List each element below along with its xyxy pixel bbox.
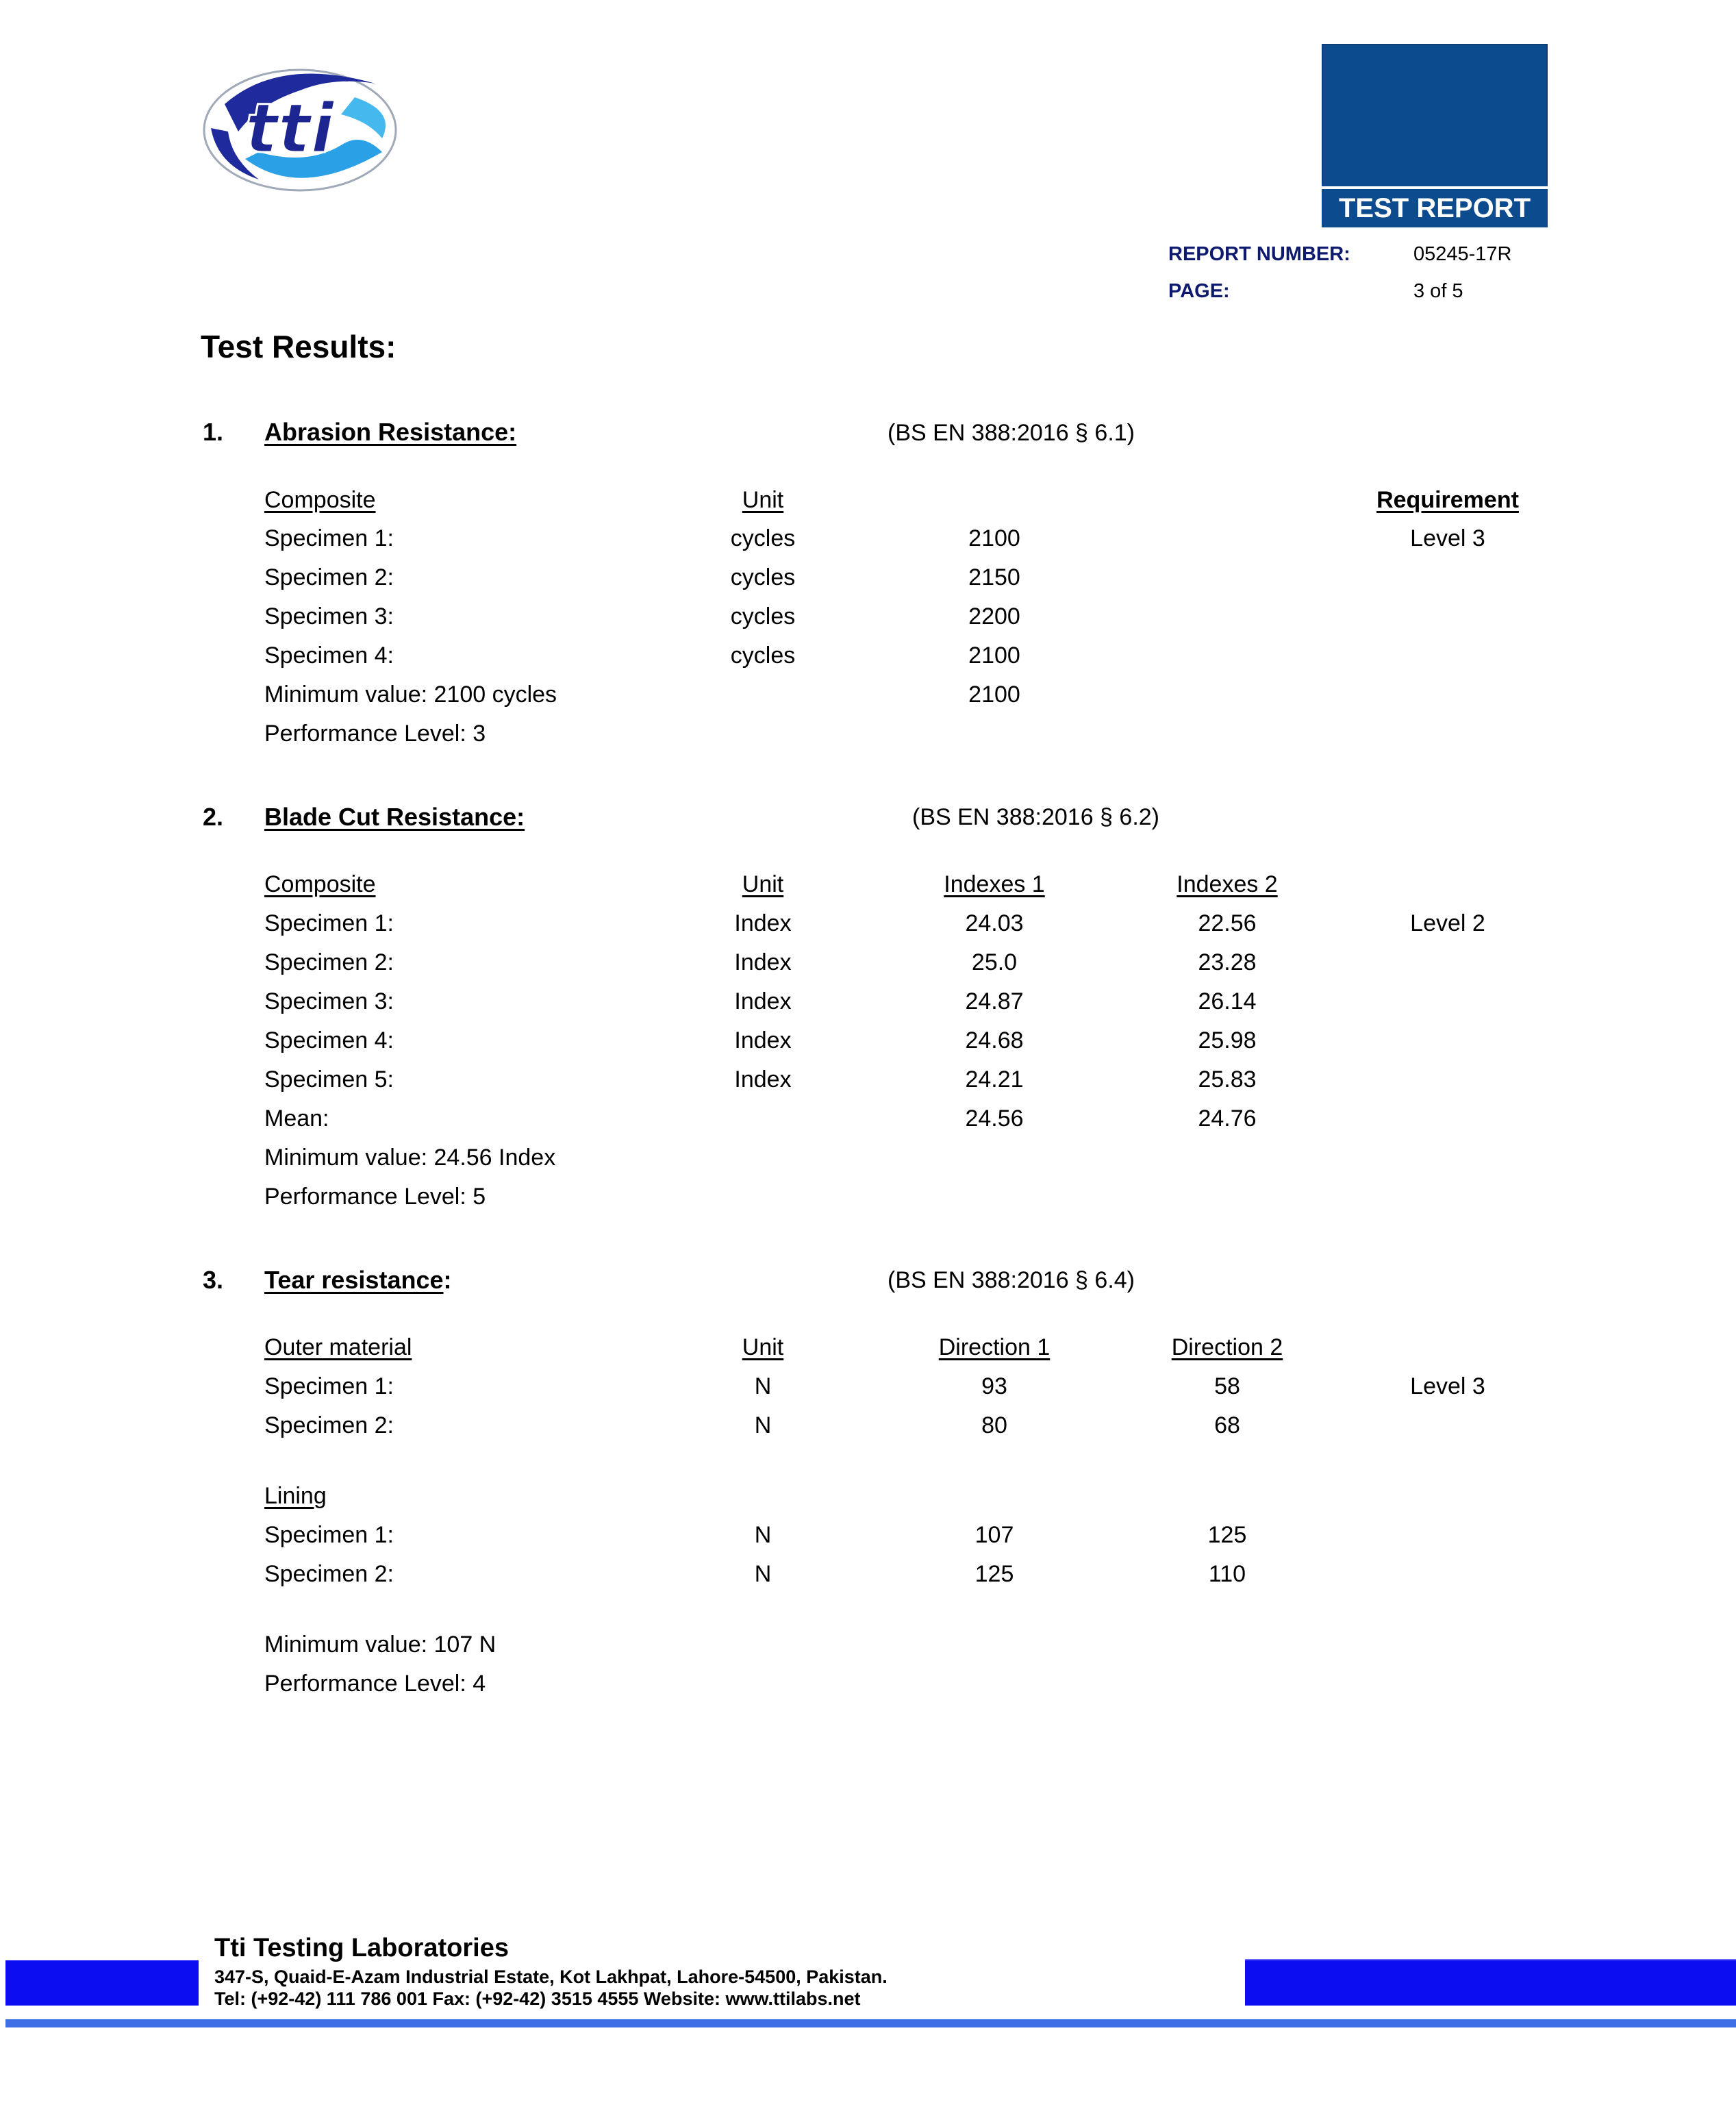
table-cell: cycles bbox=[730, 642, 796, 669]
table-cell: Specimen 3: bbox=[264, 988, 394, 1014]
table-cell: cycles bbox=[730, 603, 796, 629]
requirement-level: Level 3 bbox=[1410, 1373, 1485, 1399]
minimum-value: Minimum value: 24.56 Index bbox=[264, 1145, 556, 1171]
column-header: Direction 1 bbox=[938, 1334, 1051, 1360]
table-cell: 107 bbox=[974, 1522, 1014, 1548]
performance-level: Performance Level: 4 bbox=[264, 1671, 486, 1697]
table-cell: Specimen 2: bbox=[264, 949, 394, 975]
column-header: Composite bbox=[264, 487, 376, 513]
table-cell: 80 bbox=[981, 1412, 1007, 1438]
table-cell: N bbox=[754, 1522, 772, 1548]
table-cell: 58 bbox=[1214, 1373, 1240, 1399]
table-cell: Index bbox=[734, 949, 792, 975]
logo-text: tti bbox=[245, 88, 334, 168]
table-cell: 110 bbox=[1208, 1561, 1246, 1587]
table-cell: cycles bbox=[730, 525, 796, 551]
table-cell: 125 bbox=[1207, 1522, 1247, 1548]
table-cell: 2150 bbox=[968, 564, 1020, 590]
section-number: 3. bbox=[203, 1266, 224, 1294]
table-cell: 93 bbox=[981, 1373, 1007, 1399]
column-header: Requirement bbox=[1376, 487, 1519, 513]
footer-band-right bbox=[1245, 1959, 1736, 2006]
table-cell: Specimen 1: bbox=[264, 1522, 394, 1548]
table-cell: Specimen 1: bbox=[264, 910, 394, 936]
page-label: PAGE: bbox=[1168, 280, 1230, 302]
table-cell: 2100 bbox=[968, 682, 1020, 708]
footer-company: Tti Testing Laboratories bbox=[214, 1934, 510, 1962]
table-cell: 24.87 bbox=[965, 988, 1024, 1014]
report-badge-label: TEST REPORT bbox=[1322, 186, 1548, 227]
report-number-label: REPORT NUMBER: bbox=[1168, 243, 1350, 265]
footer-band-left bbox=[5, 1960, 199, 2006]
table-cell: 24.21 bbox=[965, 1066, 1024, 1093]
page-value: 3 of 5 bbox=[1413, 280, 1463, 302]
footer-band-right-edge bbox=[1245, 1959, 1736, 1960]
column-header: Direction 2 bbox=[1171, 1334, 1283, 1360]
column-header: Unit bbox=[742, 487, 784, 513]
column-header: Outer material bbox=[264, 1334, 412, 1360]
column-header: Indexes 1 bbox=[944, 871, 1045, 897]
section-number: 2. bbox=[203, 803, 224, 831]
table-cell: N bbox=[754, 1561, 772, 1587]
table-cell: Specimen 2: bbox=[264, 564, 394, 590]
table-cell: 2100 bbox=[968, 642, 1020, 669]
table-cell: Specimen 1: bbox=[264, 525, 394, 551]
table-cell: 68 bbox=[1214, 1412, 1240, 1438]
lining-label: Lining bbox=[264, 1483, 327, 1509]
table-cell: Index bbox=[734, 988, 792, 1014]
table-cell: 24.68 bbox=[965, 1027, 1024, 1053]
section-standard: (BS EN 388:2016 § 6.1) bbox=[888, 420, 1135, 446]
mean-label: Mean: bbox=[264, 1106, 329, 1132]
footer-rule bbox=[5, 2019, 1736, 2027]
table-cell: 24.76 bbox=[1198, 1106, 1257, 1132]
table-cell: 26.14 bbox=[1198, 988, 1257, 1014]
table-cell: Specimen 3: bbox=[264, 603, 394, 629]
section-standard: (BS EN 388:2016 § 6.2) bbox=[912, 804, 1160, 830]
table-cell: cycles bbox=[730, 564, 796, 590]
table-cell: 22.56 bbox=[1198, 910, 1257, 936]
table-cell: Specimen 2: bbox=[264, 1561, 394, 1587]
table-cell: Index bbox=[734, 1027, 792, 1053]
section-title: Abrasion Resistance: bbox=[264, 418, 517, 446]
table-cell: 25.0 bbox=[971, 949, 1018, 975]
table-cell: 25.83 bbox=[1198, 1066, 1257, 1093]
requirement-level: Level 2 bbox=[1410, 910, 1485, 936]
table-cell: Index bbox=[734, 910, 792, 936]
report-number-value: 05245-17R bbox=[1413, 243, 1512, 265]
table-cell: 125 bbox=[974, 1561, 1014, 1587]
section-number: 1. bbox=[203, 418, 224, 446]
performance-level: Performance Level: 5 bbox=[264, 1184, 486, 1210]
tti-logo bbox=[197, 56, 403, 200]
table-cell: N bbox=[754, 1412, 772, 1438]
section-standard: (BS EN 388:2016 § 6.4) bbox=[888, 1267, 1135, 1293]
column-header: Unit bbox=[742, 1334, 784, 1360]
requirement-level: Level 3 bbox=[1410, 525, 1485, 551]
table-cell: Specimen 2: bbox=[264, 1412, 394, 1438]
performance-level: Performance Level: 3 bbox=[264, 721, 486, 747]
section-title-wrap bbox=[264, 1266, 452, 1295]
page-title: Test Results: bbox=[201, 329, 397, 364]
minimum-value: Minimum value: 107 N bbox=[264, 1632, 496, 1658]
table-cell: Index bbox=[734, 1066, 792, 1093]
table-cell: 2200 bbox=[968, 603, 1020, 629]
column-header: Composite bbox=[264, 871, 376, 897]
table-cell: Specimen 4: bbox=[264, 1027, 394, 1053]
column-header: Indexes 2 bbox=[1177, 871, 1278, 897]
table-cell: N bbox=[754, 1373, 772, 1399]
table-cell: 25.98 bbox=[1198, 1027, 1257, 1053]
section-title: Tear resistance bbox=[264, 1266, 444, 1294]
minimum-value: Minimum value: 2100 cycles bbox=[264, 682, 557, 708]
section-title: Blade Cut Resistance: bbox=[264, 803, 525, 831]
table-cell: 24.03 bbox=[965, 910, 1024, 936]
table-cell: Specimen 5: bbox=[264, 1066, 394, 1093]
footer-contact: Tel: (+92-42) 111 786 001 Fax: (+92-42) 3515 4555 Website: www.ttilabs.net bbox=[214, 1988, 861, 2009]
table-cell: 2100 bbox=[968, 525, 1020, 551]
table-cell: 24.56 bbox=[965, 1106, 1024, 1132]
footer-address: 347-S, Quaid-E-Azam Industrial Estate, Kot Lakhpat, Lahore-54500, Pakistan. bbox=[214, 1967, 888, 1987]
table-cell: Specimen 1: bbox=[264, 1373, 394, 1399]
table-cell: Specimen 4: bbox=[264, 642, 394, 669]
section-title-colon: : bbox=[443, 1266, 452, 1294]
table-cell: 23.28 bbox=[1198, 949, 1257, 975]
column-header: Unit bbox=[742, 871, 784, 897]
